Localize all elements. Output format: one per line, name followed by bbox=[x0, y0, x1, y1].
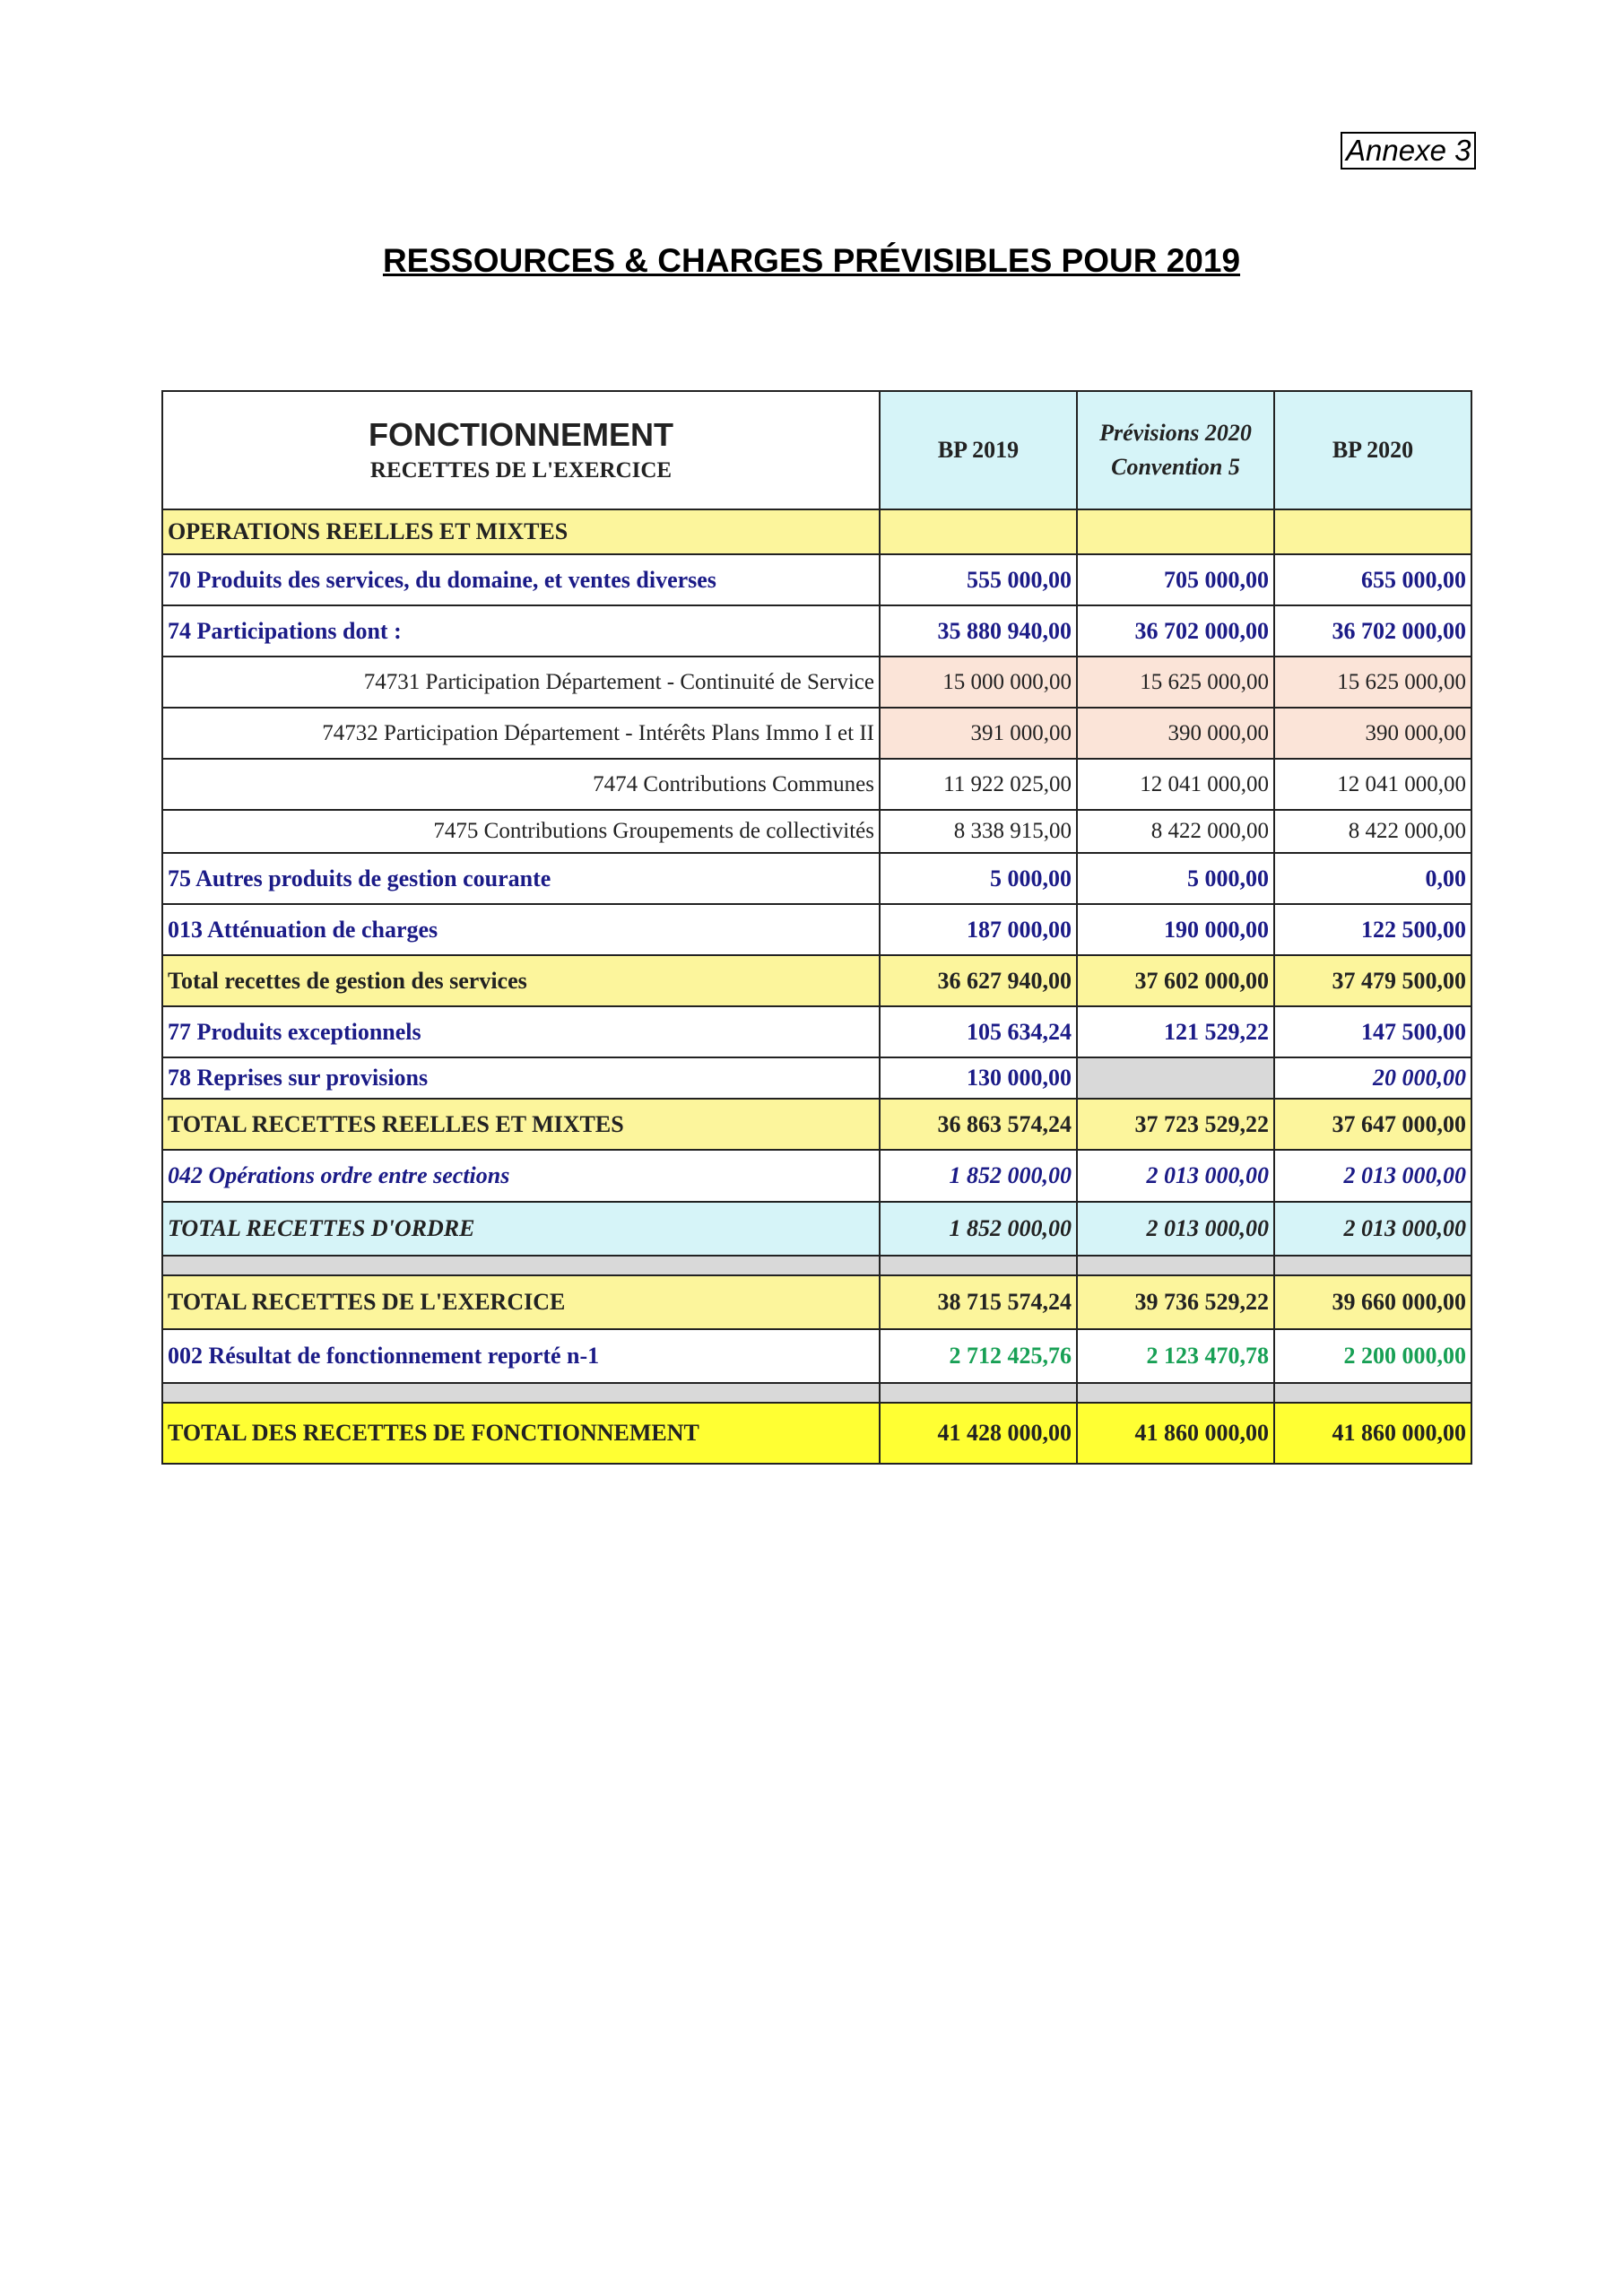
table-row bbox=[162, 708, 1471, 759]
table-row-total bbox=[162, 955, 1471, 1006]
separator-row bbox=[162, 1256, 1471, 1275]
row-value-bp2020: 12 041 000,00 bbox=[1274, 759, 1471, 810]
separator-row bbox=[162, 1383, 1471, 1403]
table-row bbox=[162, 657, 1471, 708]
row-label: 7474 Contributions Communes bbox=[162, 759, 880, 810]
row-label: 74731 Participation Département - Continuité de Service bbox=[162, 657, 880, 708]
table-header-row bbox=[162, 391, 1471, 509]
row-value-bp2020: 0,00 bbox=[1274, 853, 1471, 904]
table-row bbox=[162, 759, 1471, 810]
row-value-bp2019: 555 000,00 bbox=[880, 554, 1077, 605]
row-value-previsions: 121 529,22 bbox=[1077, 1006, 1274, 1057]
header-previsions-line1: Prévisions 2020 bbox=[1099, 420, 1252, 446]
row-value-bp2020: 37 647 000,00 bbox=[1274, 1099, 1471, 1150]
row-label: Total recettes de gestion des services bbox=[162, 955, 880, 1006]
header-bp2019: BP 2019 bbox=[880, 391, 1077, 509]
header-previsions-2020 bbox=[1077, 391, 1274, 509]
row-value-bp2020 bbox=[1274, 509, 1471, 554]
row-label: 74732 Participation Département - Intérêts Plans Immo I et II bbox=[162, 708, 880, 759]
table-row-total bbox=[162, 1099, 1471, 1150]
row-value-previsions: 190 000,00 bbox=[1077, 904, 1274, 955]
row-value-bp2019: 2 712 425,76 bbox=[880, 1329, 1077, 1383]
table-row bbox=[162, 810, 1471, 853]
budget-table-wrapper bbox=[161, 390, 1472, 1465]
row-value-bp2019: 1 852 000,00 bbox=[880, 1202, 1077, 1256]
table-row-total bbox=[162, 1275, 1471, 1329]
row-value-bp2020: 147 500,00 bbox=[1274, 1006, 1471, 1057]
row-label: 002 Résultat de fonctionnement reporté n-1 bbox=[162, 1329, 880, 1383]
header-previsions-line2: Convention 5 bbox=[1111, 454, 1240, 480]
row-value-bp2019: 187 000,00 bbox=[880, 904, 1077, 955]
row-value-bp2020: 36 702 000,00 bbox=[1274, 605, 1471, 657]
row-value-bp2020: 20 000,00 bbox=[1274, 1057, 1471, 1099]
row-value-bp2020: 8 422 000,00 bbox=[1274, 810, 1471, 853]
row-value-previsions: 2 123 470,78 bbox=[1077, 1329, 1274, 1383]
header-title: FONCTIONNEMENT bbox=[369, 416, 673, 453]
table-row bbox=[162, 904, 1471, 955]
row-label: TOTAL RECETTES REELLES ET MIXTES bbox=[162, 1099, 880, 1150]
annexe-label: Annexe 3 bbox=[1341, 132, 1476, 170]
table-row-total bbox=[162, 1202, 1471, 1256]
row-value-bp2020: 2 200 000,00 bbox=[1274, 1329, 1471, 1383]
row-value-bp2019: 11 922 025,00 bbox=[880, 759, 1077, 810]
header-subtitle: RECETTES DE L'EXERCICE bbox=[369, 458, 673, 483]
row-value-bp2019: 35 880 940,00 bbox=[880, 605, 1077, 657]
row-value-bp2020: 41 860 000,00 bbox=[1274, 1403, 1471, 1464]
row-value-bp2019: 391 000,00 bbox=[880, 708, 1077, 759]
row-value-bp2019: 38 715 574,24 bbox=[880, 1275, 1077, 1329]
row-value-previsions: 36 702 000,00 bbox=[1077, 605, 1274, 657]
row-value-bp2020: 2 013 000,00 bbox=[1274, 1202, 1471, 1256]
row-value-bp2019 bbox=[880, 509, 1077, 554]
row-value-previsions bbox=[1077, 1057, 1274, 1099]
row-label: 70 Produits des services, du domaine, et ventes diverses bbox=[162, 554, 880, 605]
table-row bbox=[162, 1150, 1471, 1202]
header-title-cell bbox=[162, 391, 880, 509]
row-value-previsions: 2 013 000,00 bbox=[1077, 1150, 1274, 1202]
row-value-bp2020: 122 500,00 bbox=[1274, 904, 1471, 955]
row-value-bp2020: 15 625 000,00 bbox=[1274, 657, 1471, 708]
row-value-previsions bbox=[1077, 509, 1274, 554]
row-value-bp2020: 2 013 000,00 bbox=[1274, 1150, 1471, 1202]
row-value-bp2019: 130 000,00 bbox=[880, 1057, 1077, 1099]
row-label: TOTAL RECETTES D'ORDRE bbox=[162, 1202, 880, 1256]
row-value-bp2019: 36 627 940,00 bbox=[880, 955, 1077, 1006]
row-value-bp2019: 5 000,00 bbox=[880, 853, 1077, 904]
row-label: TOTAL RECETTES DE L'EXERCICE bbox=[162, 1275, 880, 1329]
row-label: 75 Autres produits de gestion courante bbox=[162, 853, 880, 904]
row-value-bp2019: 8 338 915,00 bbox=[880, 810, 1077, 853]
page-title: RESSOURCES & CHARGES PRÉVISIBLES POUR 2019 bbox=[382, 242, 1241, 279]
row-value-previsions: 5 000,00 bbox=[1077, 853, 1274, 904]
row-value-previsions: 41 860 000,00 bbox=[1077, 1403, 1274, 1464]
table-row bbox=[162, 509, 1471, 554]
row-label: 7475 Contributions Groupements de collectivités bbox=[162, 810, 880, 853]
row-label: 042 Opérations ordre entre sections bbox=[162, 1150, 880, 1202]
row-label: 78 Reprises sur provisions bbox=[162, 1057, 880, 1099]
row-label: 74 Participations dont : bbox=[162, 605, 880, 657]
table-row bbox=[162, 554, 1471, 605]
row-value-previsions: 2 013 000,00 bbox=[1077, 1202, 1274, 1256]
table-row bbox=[162, 605, 1471, 657]
row-value-bp2020: 655 000,00 bbox=[1274, 554, 1471, 605]
table-row-grand-total bbox=[162, 1403, 1471, 1464]
header-bp2020: BP 2020 bbox=[1274, 391, 1471, 509]
row-value-bp2019: 1 852 000,00 bbox=[880, 1150, 1077, 1202]
row-label: OPERATIONS REELLES ET MIXTES bbox=[162, 509, 880, 554]
row-label: 77 Produits exceptionnels bbox=[162, 1006, 880, 1057]
row-value-bp2020: 37 479 500,00 bbox=[1274, 955, 1471, 1006]
row-value-previsions: 390 000,00 bbox=[1077, 708, 1274, 759]
table-row bbox=[162, 1057, 1471, 1099]
row-value-previsions: 37 723 529,22 bbox=[1077, 1099, 1274, 1150]
table-row bbox=[162, 1329, 1471, 1383]
row-label: 013 Atténuation de charges bbox=[162, 904, 880, 955]
row-value-previsions: 8 422 000,00 bbox=[1077, 810, 1274, 853]
row-value-bp2019: 41 428 000,00 bbox=[880, 1403, 1077, 1464]
budget-table bbox=[161, 390, 1472, 1465]
row-value-previsions: 37 602 000,00 bbox=[1077, 955, 1274, 1006]
row-value-bp2020: 39 660 000,00 bbox=[1274, 1275, 1471, 1329]
table-row bbox=[162, 1006, 1471, 1057]
row-value-bp2019: 105 634,24 bbox=[880, 1006, 1077, 1057]
row-value-previsions: 15 625 000,00 bbox=[1077, 657, 1274, 708]
row-value-bp2020: 390 000,00 bbox=[1274, 708, 1471, 759]
row-value-bp2019: 15 000 000,00 bbox=[880, 657, 1077, 708]
table-row bbox=[162, 853, 1471, 904]
row-value-previsions: 705 000,00 bbox=[1077, 554, 1274, 605]
row-value-previsions: 12 041 000,00 bbox=[1077, 759, 1274, 810]
row-value-bp2019: 36 863 574,24 bbox=[880, 1099, 1077, 1150]
row-label: TOTAL DES RECETTES DE FONCTIONNEMENT bbox=[162, 1403, 880, 1464]
row-value-previsions: 39 736 529,22 bbox=[1077, 1275, 1274, 1329]
